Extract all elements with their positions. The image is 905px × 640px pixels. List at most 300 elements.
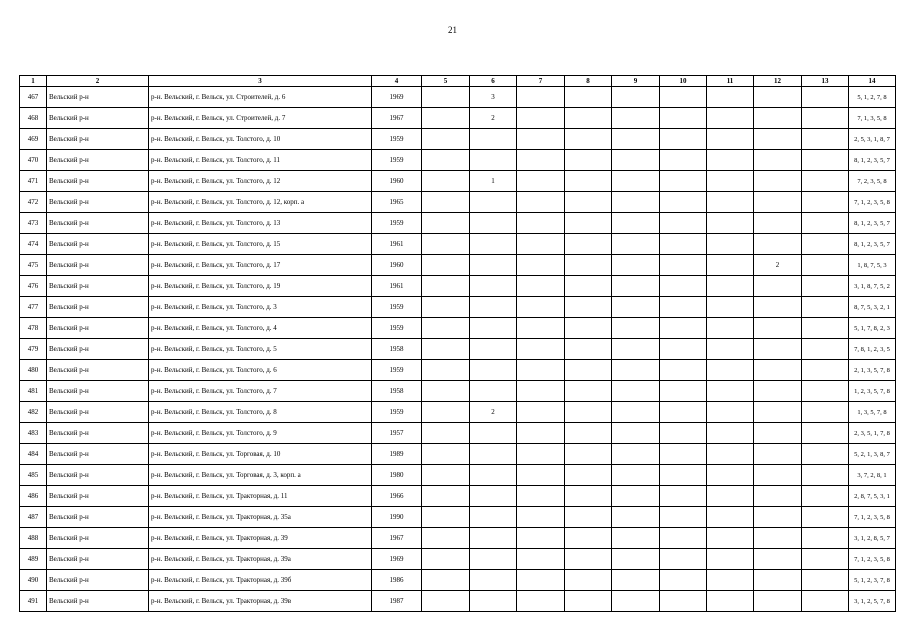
district-cell: Вельский р-н <box>47 255 149 276</box>
col13-cell <box>802 276 849 297</box>
district-cell: Вельский р-н <box>47 108 149 129</box>
col12-cell <box>754 276 802 297</box>
year-cell: 1967 <box>372 528 422 549</box>
table-row <box>20 150 896 171</box>
col6-cell <box>470 276 517 297</box>
table-row <box>20 192 896 213</box>
col13-cell <box>802 423 849 444</box>
col8-cell <box>565 276 612 297</box>
col7-cell <box>517 486 565 507</box>
col13-cell <box>802 570 849 591</box>
col6-cell <box>470 381 517 402</box>
year-cell: 1959 <box>372 129 422 150</box>
col12-cell <box>754 402 802 423</box>
district-cell: Вельский р-н <box>47 171 149 192</box>
col7-cell <box>517 444 565 465</box>
col5-cell <box>422 87 470 108</box>
table-row <box>20 528 896 549</box>
col9-cell <box>612 255 660 276</box>
col14-cell: 1, 2, 3, 5, 7, 8 <box>849 381 896 402</box>
col9-cell <box>612 360 660 381</box>
col10-cell <box>660 339 707 360</box>
housing-registry-table <box>19 75 896 612</box>
col5-cell <box>422 318 470 339</box>
col6-cell <box>470 444 517 465</box>
col10-cell <box>660 129 707 150</box>
col13-cell <box>802 213 849 234</box>
col13-cell <box>802 129 849 150</box>
col9-cell <box>612 171 660 192</box>
col6-cell <box>470 591 517 612</box>
col9-cell <box>612 465 660 486</box>
col12-cell <box>754 381 802 402</box>
year-cell: 1958 <box>372 381 422 402</box>
col8-cell <box>565 381 612 402</box>
col7-cell <box>517 129 565 150</box>
col6-cell <box>470 486 517 507</box>
row-number: 472 <box>20 192 47 213</box>
col11-cell <box>707 423 754 444</box>
district-cell: Вельский р-н <box>47 528 149 549</box>
row-number: 477 <box>20 297 47 318</box>
col8-cell <box>565 255 612 276</box>
district-cell: Вельский р-н <box>47 570 149 591</box>
address-cell: р-н. Вельский, г. Вельск, ул. Толстого, д. 9 <box>149 423 372 444</box>
row-number: 473 <box>20 213 47 234</box>
address-cell: р-н. Вельский, г. Вельск, ул. Тракторная, д. 11 <box>149 486 372 507</box>
col12-cell <box>754 360 802 381</box>
row-number: 483 <box>20 423 47 444</box>
col12-cell <box>754 108 802 129</box>
district-cell: Вельский р-н <box>47 339 149 360</box>
col5-cell <box>422 129 470 150</box>
col5-cell <box>422 276 470 297</box>
district-cell: Вельский р-н <box>47 129 149 150</box>
col10-cell <box>660 192 707 213</box>
address-cell: р-н. Вельский, г. Вельск, ул. Толстого, д. 4 <box>149 318 372 339</box>
col14-cell: 7, 1, 3, 5, 8 <box>849 108 896 129</box>
col10-cell <box>660 528 707 549</box>
table-row <box>20 444 896 465</box>
district-cell: Вельский р-н <box>47 381 149 402</box>
address-cell: р-н. Вельский, г. Вельск, ул. Толстого, д. 3 <box>149 297 372 318</box>
table-row <box>20 549 896 570</box>
col6-cell: 3 <box>470 87 517 108</box>
col5-cell <box>422 360 470 381</box>
col10-cell <box>660 423 707 444</box>
col12-cell <box>754 234 802 255</box>
district-cell: Вельский р-н <box>47 465 149 486</box>
year-cell: 1987 <box>372 591 422 612</box>
col11-cell <box>707 549 754 570</box>
col11-cell <box>707 570 754 591</box>
column-header: 8 <box>565 76 612 87</box>
col8-cell <box>565 339 612 360</box>
col9-cell <box>612 339 660 360</box>
col6-cell <box>470 528 517 549</box>
col12-cell <box>754 486 802 507</box>
col14-cell: 7, 2, 3, 5, 8 <box>849 171 896 192</box>
col14-cell: 5, 1, 7, 8, 2, 3 <box>849 318 896 339</box>
col12-cell <box>754 570 802 591</box>
district-cell: Вельский р-н <box>47 486 149 507</box>
address-cell: р-н. Вельский, г. Вельск, ул. Толстого, д. 15 <box>149 234 372 255</box>
col11-cell <box>707 234 754 255</box>
district-cell: Вельский р-н <box>47 318 149 339</box>
col5-cell <box>422 255 470 276</box>
col5-cell <box>422 591 470 612</box>
col9-cell <box>612 444 660 465</box>
row-number: 481 <box>20 381 47 402</box>
address-cell: р-н. Вельский, г. Вельск, ул. Тракторная, д. 39в <box>149 591 372 612</box>
col10-cell <box>660 549 707 570</box>
col13-cell <box>802 444 849 465</box>
col5-cell <box>422 507 470 528</box>
col12-cell <box>754 423 802 444</box>
year-cell: 1959 <box>372 402 422 423</box>
address-cell: р-н. Вельский, г. Вельск, ул. Толстого, д. 8 <box>149 402 372 423</box>
col11-cell <box>707 507 754 528</box>
address-cell: р-н. Вельский, г. Вельск, ул. Толстого, д. 12, корп. а <box>149 192 372 213</box>
col6-cell: 2 <box>470 402 517 423</box>
address-cell: р-н. Вельский, г. Вельск, ул. Торговая, д. 10 <box>149 444 372 465</box>
col7-cell <box>517 276 565 297</box>
col14-cell: 2, 8, 7, 5, 3, 1 <box>849 486 896 507</box>
col5-cell <box>422 528 470 549</box>
col14-cell: 7, 1, 2, 3, 5, 8 <box>849 192 896 213</box>
col11-cell <box>707 318 754 339</box>
col11-cell <box>707 276 754 297</box>
address-cell: р-н. Вельский, г. Вельск, ул. Толстого, д. 12 <box>149 171 372 192</box>
col12-cell <box>754 150 802 171</box>
col12-cell <box>754 171 802 192</box>
col13-cell <box>802 591 849 612</box>
column-header: 1 <box>20 76 47 87</box>
table-row <box>20 507 896 528</box>
col11-cell <box>707 486 754 507</box>
year-cell: 1958 <box>372 339 422 360</box>
col11-cell <box>707 129 754 150</box>
col12-cell <box>754 549 802 570</box>
col13-cell <box>802 507 849 528</box>
row-number: 486 <box>20 486 47 507</box>
year-cell: 1959 <box>372 150 422 171</box>
district-cell: Вельский р-н <box>47 87 149 108</box>
col12-cell <box>754 192 802 213</box>
col9-cell <box>612 297 660 318</box>
col12-cell <box>754 318 802 339</box>
col13-cell <box>802 234 849 255</box>
col7-cell <box>517 171 565 192</box>
address-cell: р-н. Вельский, г. Вельск, ул. Тракторная, д. 39б <box>149 570 372 591</box>
col10-cell <box>660 108 707 129</box>
col12-cell <box>754 339 802 360</box>
col14-cell: 3, 1, 8, 7, 5, 2 <box>849 276 896 297</box>
table-row <box>20 276 896 297</box>
col9-cell <box>612 213 660 234</box>
col8-cell <box>565 360 612 381</box>
col14-cell: 7, 1, 2, 3, 5, 8 <box>849 507 896 528</box>
col6-cell <box>470 297 517 318</box>
col13-cell <box>802 486 849 507</box>
col8-cell <box>565 108 612 129</box>
col10-cell <box>660 318 707 339</box>
col11-cell <box>707 297 754 318</box>
year-cell: 1967 <box>372 108 422 129</box>
col6-cell <box>470 255 517 276</box>
district-cell: Вельский р-н <box>47 297 149 318</box>
col7-cell <box>517 255 565 276</box>
table-row <box>20 486 896 507</box>
row-number: 467 <box>20 87 47 108</box>
table-row <box>20 87 896 108</box>
col7-cell <box>517 150 565 171</box>
row-number: 478 <box>20 318 47 339</box>
col5-cell <box>422 486 470 507</box>
col13-cell <box>802 171 849 192</box>
col7-cell <box>517 591 565 612</box>
col10-cell <box>660 591 707 612</box>
column-header: 14 <box>849 76 896 87</box>
row-number: 484 <box>20 444 47 465</box>
col11-cell <box>707 465 754 486</box>
district-cell: Вельский р-н <box>47 192 149 213</box>
col6-cell <box>470 339 517 360</box>
table-row <box>20 570 896 591</box>
address-cell: р-н. Вельский, г. Вельск, ул. Строителей, д. 7 <box>149 108 372 129</box>
col13-cell <box>802 297 849 318</box>
col9-cell <box>612 402 660 423</box>
col6-cell <box>470 234 517 255</box>
year-cell: 1961 <box>372 234 422 255</box>
column-header: 4 <box>372 76 422 87</box>
district-cell: Вельский р-н <box>47 402 149 423</box>
col5-cell <box>422 465 470 486</box>
col8-cell <box>565 234 612 255</box>
table-row <box>20 360 896 381</box>
col8-cell <box>565 192 612 213</box>
year-cell: 1990 <box>372 507 422 528</box>
table-row <box>20 234 896 255</box>
col10-cell <box>660 276 707 297</box>
col5-cell <box>422 297 470 318</box>
col8-cell <box>565 570 612 591</box>
col13-cell <box>802 339 849 360</box>
col9-cell <box>612 486 660 507</box>
year-cell: 1969 <box>372 549 422 570</box>
page-number: 21 <box>448 25 457 35</box>
column-header: 13 <box>802 76 849 87</box>
row-number: 482 <box>20 402 47 423</box>
table-row <box>20 465 896 486</box>
col11-cell <box>707 255 754 276</box>
column-header: 2 <box>47 76 149 87</box>
col5-cell <box>422 549 470 570</box>
row-number: 488 <box>20 528 47 549</box>
col7-cell <box>517 108 565 129</box>
address-cell: р-н. Вельский, г. Вельск, ул. Строителей, д. 6 <box>149 87 372 108</box>
table-row <box>20 318 896 339</box>
row-number: 476 <box>20 276 47 297</box>
district-cell: Вельский р-н <box>47 444 149 465</box>
table-row <box>20 297 896 318</box>
col7-cell <box>517 402 565 423</box>
col6-cell <box>470 507 517 528</box>
col11-cell <box>707 192 754 213</box>
col5-cell <box>422 402 470 423</box>
col7-cell <box>517 570 565 591</box>
col5-cell <box>422 234 470 255</box>
col5-cell <box>422 213 470 234</box>
table-header <box>20 76 896 87</box>
col9-cell <box>612 318 660 339</box>
column-header: 7 <box>517 76 565 87</box>
row-number: 487 <box>20 507 47 528</box>
col6-cell <box>470 150 517 171</box>
table-row <box>20 171 896 192</box>
col5-cell <box>422 570 470 591</box>
col5-cell <box>422 381 470 402</box>
col7-cell <box>517 339 565 360</box>
col14-cell: 1, 8, 7, 5, 3 <box>849 255 896 276</box>
header-row <box>20 76 896 87</box>
col8-cell <box>565 213 612 234</box>
address-cell: р-н. Вельский, г. Вельск, ул. Тракторная, д. 39 <box>149 528 372 549</box>
col12-cell <box>754 129 802 150</box>
col8-cell <box>565 318 612 339</box>
address-cell: р-н. Вельский, г. Вельск, ул. Тракторная, д. 39а <box>149 549 372 570</box>
year-cell: 1959 <box>372 213 422 234</box>
district-cell: Вельский р-н <box>47 507 149 528</box>
district-cell: Вельский р-н <box>47 423 149 444</box>
district-cell: Вельский р-н <box>47 591 149 612</box>
col11-cell <box>707 444 754 465</box>
col8-cell <box>565 150 612 171</box>
year-cell: 1965 <box>372 192 422 213</box>
col14-cell: 3, 1, 2, 8, 5, 7 <box>849 528 896 549</box>
col8-cell <box>565 87 612 108</box>
col14-cell: 7, 1, 2, 3, 5, 8 <box>849 549 896 570</box>
col12-cell <box>754 87 802 108</box>
col6-cell <box>470 423 517 444</box>
col11-cell <box>707 381 754 402</box>
col13-cell <box>802 318 849 339</box>
col10-cell <box>660 381 707 402</box>
column-header: 12 <box>754 76 802 87</box>
col11-cell <box>707 108 754 129</box>
col13-cell <box>802 465 849 486</box>
col5-cell <box>422 444 470 465</box>
col11-cell <box>707 339 754 360</box>
column-header: 11 <box>707 76 754 87</box>
col6-cell <box>470 318 517 339</box>
col7-cell <box>517 423 565 444</box>
year-cell: 1980 <box>372 465 422 486</box>
col13-cell <box>802 108 849 129</box>
col7-cell <box>517 297 565 318</box>
col11-cell <box>707 213 754 234</box>
col8-cell <box>565 402 612 423</box>
table-row <box>20 213 896 234</box>
row-number: 469 <box>20 129 47 150</box>
col9-cell <box>612 129 660 150</box>
col10-cell <box>660 486 707 507</box>
year-cell: 1986 <box>372 570 422 591</box>
col5-cell <box>422 108 470 129</box>
address-cell: р-н. Вельский, г. Вельск, ул. Толстого, д. 11 <box>149 150 372 171</box>
col8-cell <box>565 444 612 465</box>
col13-cell <box>802 360 849 381</box>
col6-cell <box>470 360 517 381</box>
col10-cell <box>660 570 707 591</box>
year-cell: 1957 <box>372 423 422 444</box>
row-number: 474 <box>20 234 47 255</box>
col12-cell <box>754 297 802 318</box>
col6-cell: 1 <box>470 171 517 192</box>
col14-cell: 2, 1, 3, 5, 7, 8 <box>849 360 896 381</box>
row-number: 470 <box>20 150 47 171</box>
year-cell: 1959 <box>372 318 422 339</box>
column-header: 3 <box>149 76 372 87</box>
col11-cell <box>707 528 754 549</box>
col9-cell <box>612 528 660 549</box>
table-row <box>20 402 896 423</box>
table-row <box>20 108 896 129</box>
col14-cell: 8, 1, 2, 3, 5, 7 <box>849 234 896 255</box>
col13-cell <box>802 549 849 570</box>
col5-cell <box>422 171 470 192</box>
year-cell: 1960 <box>372 171 422 192</box>
col12-cell <box>754 591 802 612</box>
col14-cell: 3, 1, 2, 5, 7, 8 <box>849 591 896 612</box>
col11-cell <box>707 171 754 192</box>
col7-cell <box>517 381 565 402</box>
col7-cell <box>517 507 565 528</box>
col7-cell <box>517 192 565 213</box>
col9-cell <box>612 570 660 591</box>
col6-cell <box>470 213 517 234</box>
column-header: 5 <box>422 76 470 87</box>
address-cell: р-н. Вельский, г. Вельск, ул. Толстого, д. 6 <box>149 360 372 381</box>
col14-cell: 3, 7, 2, 8, 1 <box>849 465 896 486</box>
col14-cell: 7, 8, 1, 2, 3, 5 <box>849 339 896 360</box>
row-number: 480 <box>20 360 47 381</box>
col5-cell <box>422 192 470 213</box>
year-cell: 1989 <box>372 444 422 465</box>
table-row <box>20 591 896 612</box>
col11-cell <box>707 87 754 108</box>
col11-cell <box>707 150 754 171</box>
col13-cell <box>802 255 849 276</box>
col14-cell: 1, 3, 5, 7, 8 <box>849 402 896 423</box>
year-cell: 1959 <box>372 360 422 381</box>
district-cell: Вельский р-н <box>47 213 149 234</box>
col14-cell: 5, 1, 2, 7, 8 <box>849 87 896 108</box>
row-number: 471 <box>20 171 47 192</box>
col7-cell <box>517 528 565 549</box>
col10-cell <box>660 213 707 234</box>
col8-cell <box>565 591 612 612</box>
col13-cell <box>802 528 849 549</box>
col10-cell <box>660 297 707 318</box>
district-cell: Вельский р-н <box>47 549 149 570</box>
col10-cell <box>660 234 707 255</box>
col13-cell <box>802 192 849 213</box>
col5-cell <box>422 423 470 444</box>
col13-cell <box>802 150 849 171</box>
col9-cell <box>612 276 660 297</box>
col8-cell <box>565 507 612 528</box>
